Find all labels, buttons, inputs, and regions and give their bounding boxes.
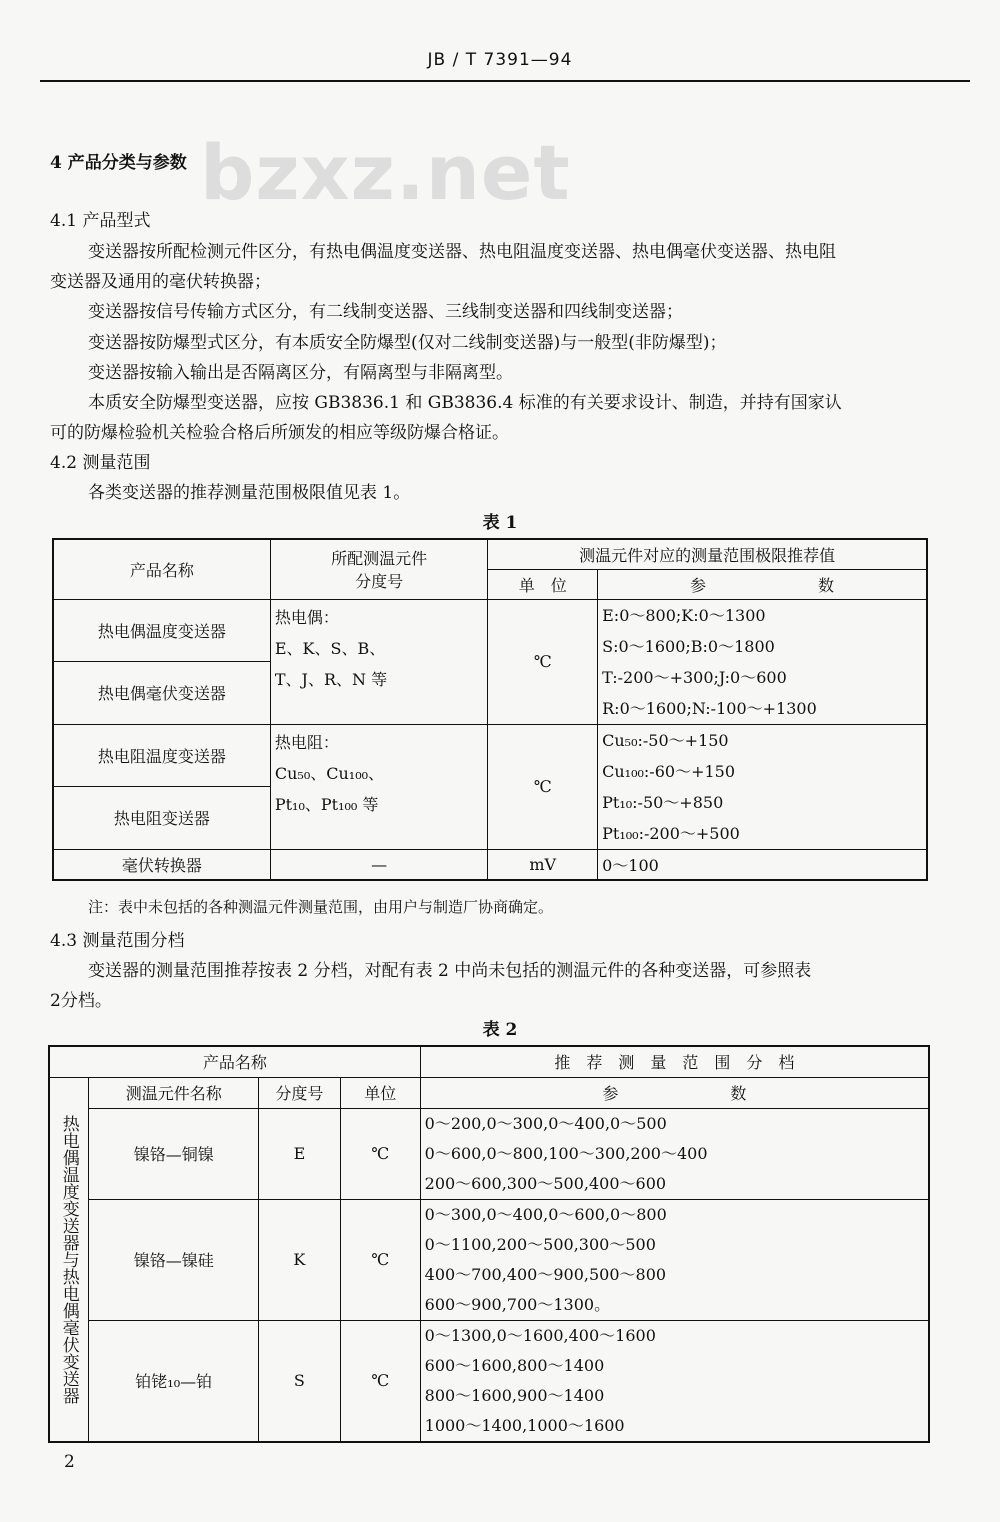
para-4-3-1a: 变送器的测量范围推荐按表 2 分档，对配有表 2 中尚未包括的测温元件的各种变送器，可参照表 (88, 961, 812, 981)
t1-tc-element (270, 599, 488, 724)
t2-row-e-unit: ℃ (340, 1108, 420, 1199)
table-1-note: 注：表中未包括的各种测温元件测量范围，由用户与制造厂协商确定。 (88, 898, 554, 916)
t2-value: 0～600,0～800,100～300,200～400 (424, 1143, 708, 1163)
t2-row-s-unit: ℃ (340, 1320, 420, 1442)
t2-row-k-grad: K (259, 1199, 341, 1320)
header-rule (40, 80, 970, 82)
t1-rtd-values (598, 724, 927, 849)
para-4-1-5a: 本质安全防爆型变送器，应按 GB3836.1 和 GB3836.4 标准的有关要求设计、制造，并持有国家认 (88, 393, 842, 413)
watermark: bzxz.net (200, 128, 571, 217)
t2-row-k-name: 镍铬—镍硅 (89, 1199, 259, 1320)
t1-tc-unit: ℃ (488, 599, 598, 724)
t1-rtd-value: Pt₁₀:-50～+850 (602, 792, 724, 812)
t2-row-e-name: 镍铬—铜镍 (89, 1108, 259, 1199)
para-4-1-3: 变送器按防爆型式区分，有本质安全防爆型(仅对二线制变送器)与一般型(非防爆型)； (88, 333, 727, 353)
para-4-1-1a: 变送器按所配检测元件区分，有热电偶温度变送器、热电阻温度变送器、热电偶毫伏变送器、热电阻 (88, 242, 836, 262)
t2-header-unit: 单位 (340, 1077, 420, 1108)
t1-mv-unit: mV (488, 849, 598, 880)
t1-header-element-line1: 所配测温元件 (331, 549, 428, 569)
t1-mv-value: 0～100 (598, 849, 927, 880)
t1-tc-value: R:0～1600;N:-100～+1300 (602, 698, 817, 718)
t1-rtd-unit: ℃ (488, 724, 598, 849)
t2-value: 0～200,0～300,0～400,0～500 (424, 1113, 667, 1133)
table-2 (48, 1045, 930, 1443)
t2-value: 600～900,700～1300。 (424, 1294, 611, 1314)
t2-header-range: 推 荐 测 量 范 围 分 档 (420, 1046, 929, 1077)
t2-group-label (49, 1077, 89, 1442)
t1-rtd-value: Cu₁₀₀:-60～+150 (602, 761, 736, 781)
t2-value: 800～1600,900～1400 (424, 1385, 605, 1405)
t1-rtd-element-2: Cu₅₀、Cu₁₀₀、 (274, 763, 385, 783)
t2-header-product: 产品名称 (49, 1046, 420, 1077)
t1-rtd-element (270, 724, 488, 849)
t2-value: 0～300,0～400,0～600,0～800 (424, 1204, 667, 1224)
t2-value: 600～1600,800～1400 (424, 1355, 605, 1375)
section-4-2-title: 4.2 测量范围 (50, 453, 151, 473)
table-1-caption: 表 1 (482, 513, 518, 533)
t1-tc-value: T:-200～+300;J:0～600 (602, 667, 787, 687)
t1-rtd-value: Cu₅₀:-50～+150 (602, 730, 729, 750)
para-4-1-1b: 变送器及通用的毫伏转换器； (50, 272, 271, 292)
t1-rtd-temp: 热电阻温度变送器 (53, 724, 270, 787)
t1-rtd-value: Pt₁₀₀:-200～+500 (602, 823, 740, 843)
t2-group-text: 热电偶温度变送器与热电偶毫伏变送器 (58, 1114, 79, 1404)
document-code: JB / T 7391—94 (427, 50, 573, 70)
t2-row-s-grad: S (259, 1320, 341, 1442)
para-4-3-1b: 2分档。 (50, 991, 112, 1011)
para-4-1-5b: 可的防爆检验机关检验合格后所颁发的相应等级防爆合格证。 (50, 423, 509, 443)
t1-tc-mv: 热电偶毫伏变送器 (53, 662, 270, 725)
t1-tc-element-1: 热电偶： (274, 607, 339, 627)
t1-mv: 毫伏转换器 (53, 849, 270, 880)
t1-header-element-line2: 分度号 (355, 572, 404, 592)
table-1 (52, 538, 928, 881)
t1-header-unit: 单 位 (488, 569, 598, 599)
t1-rtd: 热电阻变送器 (53, 787, 270, 850)
t1-header-param: 参 数 (598, 569, 927, 599)
page-number: 2 (64, 1452, 75, 1472)
t1-header-product: 产品名称 (53, 539, 270, 599)
t1-header-element (270, 539, 488, 599)
t1-tc-element-3: T、J、R、N 等 (274, 669, 388, 689)
t1-rtd-element-3: Pt₁₀、Pt₁₀₀ 等 (274, 794, 379, 814)
t2-header-param: 参 数 (420, 1077, 929, 1108)
t2-value: 0～1100,200～500,300～500 (424, 1234, 656, 1254)
t2-row-e-grad: E (259, 1108, 341, 1199)
section-4-title: 4 产品分类与参数 (50, 153, 187, 173)
para-4-1-2: 变送器按信号传输方式区分，有二线制变送器、三线制变送器和四线制变送器； (88, 302, 683, 322)
t1-tc-temp: 热电偶温度变送器 (53, 599, 270, 662)
t1-tc-values (598, 599, 927, 724)
para-4-2-1: 各类变送器的推荐测量范围极限值见表 1。 (88, 483, 411, 503)
t2-value: 200～600,300～500,400～600 (424, 1173, 667, 1193)
t2-row-s-values (420, 1320, 929, 1442)
t1-header-range: 测温元件对应的测量范围极限推荐值 (488, 539, 927, 569)
t2-row-k-unit: ℃ (340, 1199, 420, 1320)
t2-value: 1000～1400,1000～1600 (424, 1415, 625, 1435)
t1-tc-value: E:0～800;K:0～1300 (602, 605, 766, 625)
t2-header-element: 测温元件名称 (89, 1077, 259, 1108)
section-4-1-title: 4.1 产品型式 (50, 211, 151, 231)
table-2-caption: 表 2 (482, 1020, 518, 1040)
para-4-1-4: 变送器按输入输出是否隔离区分，有隔离型与非隔离型。 (88, 363, 513, 383)
t2-row-s-name: 铂铑₁₀—铂 (89, 1320, 259, 1442)
t1-tc-element-2: E、K、S、B、 (274, 638, 386, 658)
section-4-3-title: 4.3 测量范围分档 (50, 931, 185, 951)
t2-header-grad: 分度号 (259, 1077, 341, 1108)
t2-value: 400～700,400～900,500～800 (424, 1264, 667, 1284)
t1-tc-value: S:0～1600;B:0～1800 (602, 636, 775, 656)
t1-rtd-element-1: 热电阻： (274, 732, 339, 752)
t2-row-e-values (420, 1108, 929, 1199)
t2-row-k-values (420, 1199, 929, 1320)
t2-value: 0～1300,0～1600,400～1600 (424, 1325, 656, 1345)
t1-mv-element: — (270, 849, 488, 880)
